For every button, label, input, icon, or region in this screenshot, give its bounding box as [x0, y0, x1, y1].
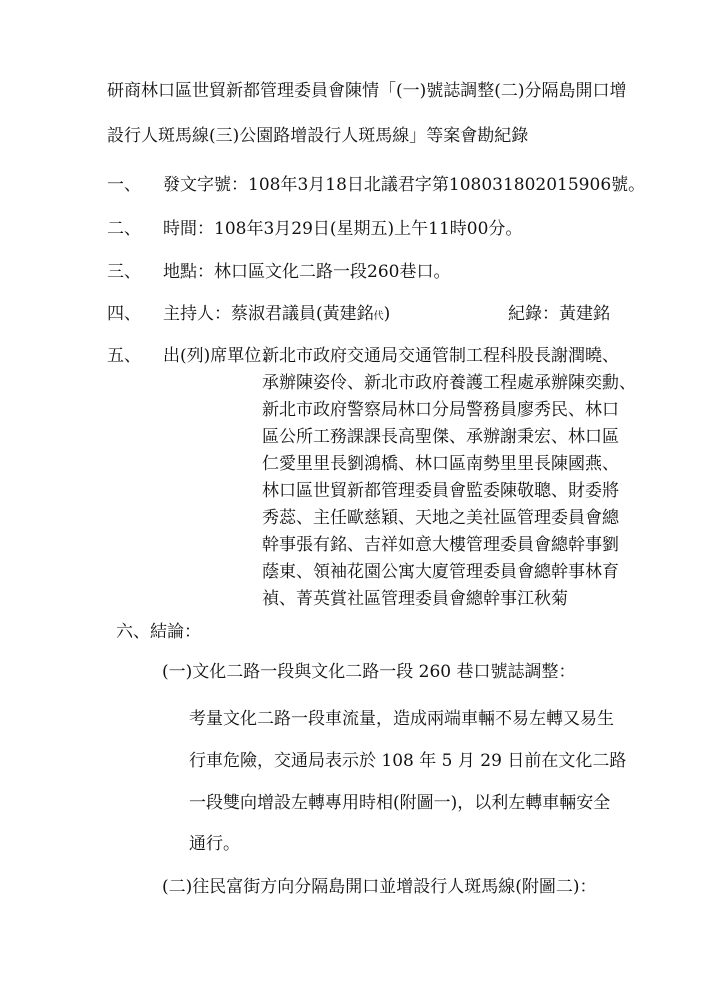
item-number: 五、 — [107, 346, 141, 366]
item-value: 蔡淑君議員(黃建銘 — [231, 304, 374, 324]
item-label: 出(列)席單位： — [163, 346, 279, 366]
item-value: 108年3月18日北議君字第108031802015906號。 — [248, 175, 646, 195]
item-value-end: ) — [383, 304, 391, 324]
attendees-line: 仁愛里里長劉鴻橋、林口區南勢里里長陳國燕、 — [262, 454, 619, 474]
item-label: 地點： — [163, 262, 214, 282]
item-issue-number — [107, 174, 645, 196]
attendees-line: 新北市政府警察局林口分局警務員廖秀民、林口 — [262, 400, 619, 420]
item-value-small: 代 — [373, 311, 384, 322]
attendees-line: 新北市政府交通局交通管制工程科股長謝潤曉、 — [262, 346, 619, 366]
item-location — [107, 261, 450, 283]
title-line-1: 研商林口區世貿新都管理委員會陳情「(一)號誌調整(二)分隔島開口增 — [107, 81, 627, 101]
item-value: 林口區文化二路一段260巷口。 — [214, 262, 451, 282]
conclusion-sub1-body: 一段雙向增設左轉專用時相(附圖一)，以利左轉車輛安全 — [189, 793, 611, 813]
title-line-2: 設行人斑馬線(三)公園路增設行人斑馬線」等案會勘紀錄 — [107, 126, 529, 146]
item-host — [107, 303, 390, 328]
conclusion-sub2-heading: (二)往民富街方向分隔島開口並增設行人斑馬線(附圖二)： — [162, 877, 597, 897]
attendees-line: 禎、菁英賞社區管理委員會總幹事江秋菊 — [262, 589, 568, 609]
item-time — [107, 218, 522, 240]
item-value: 108年3月29日(星期五)上午11時00分。 — [214, 219, 523, 239]
conclusion-sub1-body: 考量文化二路一段車流量，造成兩端車輛不易左轉又易生 — [189, 709, 614, 729]
item-label: 發文字號： — [163, 175, 248, 195]
attendees-line: 幹事張有銘、吉祥如意大樓管理委員會總幹事劉 — [262, 535, 619, 555]
item-number: 二、 — [107, 219, 141, 239]
conclusion-sub1-body: 行車危險，交通局表示於 108 年 5 月 29 日前在文化二路 — [189, 751, 627, 771]
attendees-line: 蔭東、領袖花園公寓大廈管理委員會總幹事林育 — [262, 562, 619, 582]
item-label: 時間： — [163, 219, 214, 239]
item-attendees — [107, 345, 278, 367]
conclusion-heading: 六、結論： — [116, 622, 201, 642]
attendees-line: 林口區世貿新都管理委員會監委陳敬聰、財委將 — [262, 481, 619, 501]
item-label: 主持人： — [163, 304, 231, 324]
recorder: 紀錄：黃建銘 — [508, 304, 610, 324]
item-number: 四、 — [107, 304, 141, 324]
attendees-line: 區公所工務課課長高聖傑、承辦謝秉宏、林口區 — [262, 427, 619, 447]
item-number: 三、 — [107, 262, 141, 282]
attendees-line: 秀蕊、主任歐慈穎、天地之美社區管理委員會總 — [262, 508, 619, 528]
attendees-line: 承辦陳姿伶、新北市政府養護工程處承辦陳奕勳、 — [262, 373, 636, 393]
conclusion-sub1-heading: (一)文化二路一段與文化二路一段 260 巷口號誌調整： — [162, 662, 576, 682]
conclusion-sub1-body: 通行。 — [189, 834, 240, 854]
item-number: 一、 — [107, 175, 141, 195]
